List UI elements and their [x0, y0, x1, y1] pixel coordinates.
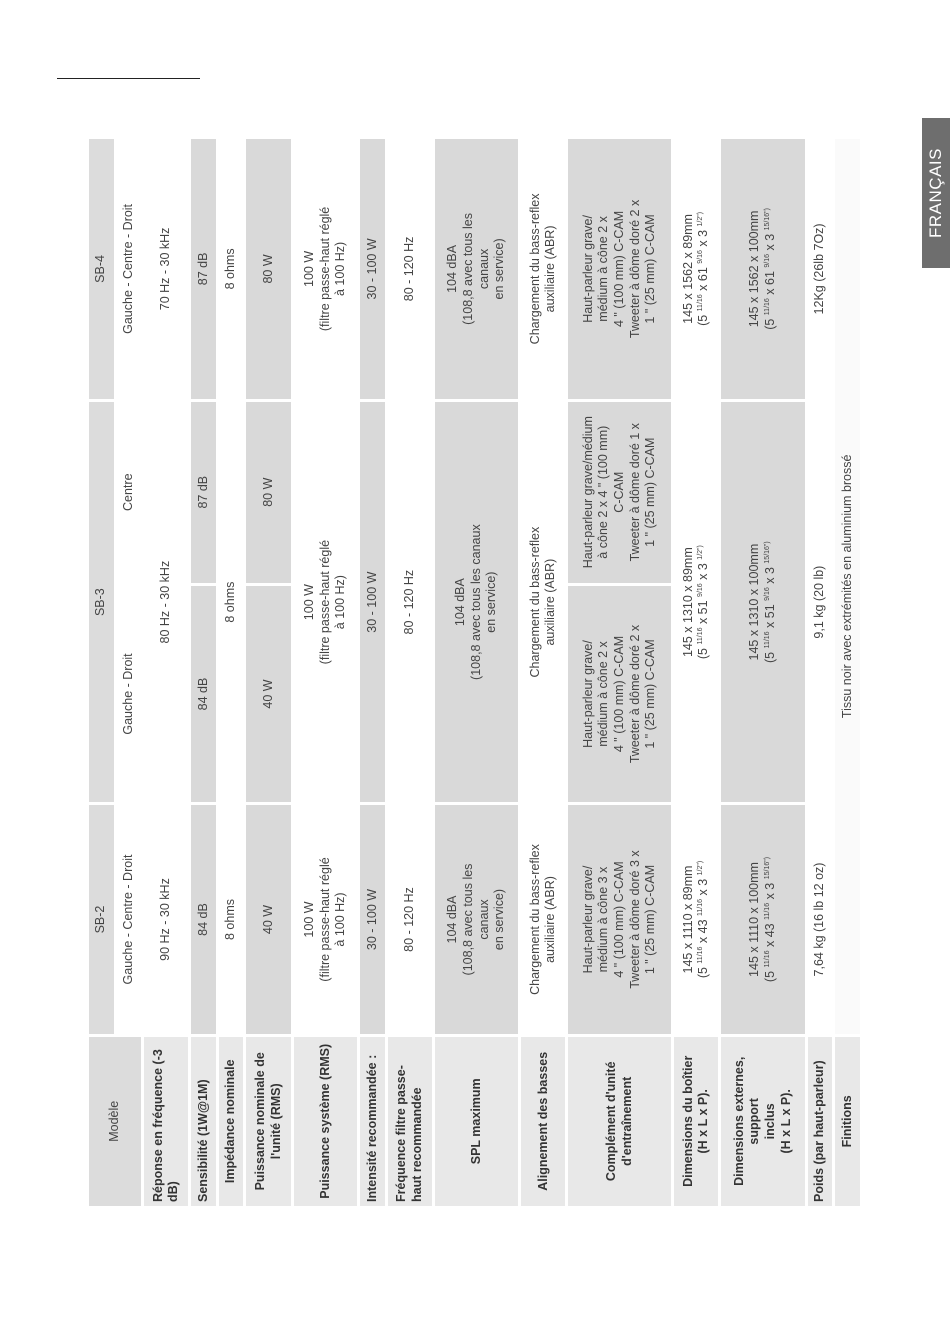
- sb3-subheader-c: Centre: [117, 402, 142, 583]
- line: (H x L x P).: [696, 1089, 711, 1154]
- sb3-cell: 30 - 100 W: [360, 402, 385, 803]
- line: Haut-parleur grave/: [580, 640, 595, 748]
- frac: 9/16: [697, 583, 705, 597]
- in: x 61: [696, 263, 711, 295]
- line: Tweeter à dôme doré 2 x: [627, 624, 642, 764]
- line: auxiliaire (ABR): [543, 876, 558, 963]
- line: (108,8 avec tous les: [461, 863, 476, 976]
- line: Chargement du bass-reflex: [527, 193, 542, 345]
- line: 4 " (100 mm) C-CAM: [612, 210, 627, 328]
- sb4-cell: [674, 139, 718, 399]
- row-label: Intensité recommandée :: [360, 1037, 385, 1206]
- line: 1 " (25 mm) C-CAM: [643, 437, 658, 547]
- line: 1 " (25 mm) C-CAM: [643, 639, 658, 749]
- row-label: [674, 1037, 718, 1206]
- line: inclus: [763, 1103, 778, 1140]
- line: d'entraînement: [619, 1076, 634, 1166]
- sb4-cell: 12Kg (26lb 7Oz): [808, 139, 833, 399]
- sb3-c-cell: [568, 402, 671, 583]
- sb2-cell: [294, 805, 358, 1033]
- sb4-header: SB-4: [89, 139, 114, 399]
- in: (5: [696, 963, 711, 979]
- sb3-cell: 9,1 kg (20 lb): [808, 402, 833, 803]
- row-highpass: [388, 139, 432, 1206]
- sb4-subheader: Gauche - Centre - Droit: [117, 139, 142, 399]
- language-tab-label: FRANÇAIS: [926, 148, 945, 238]
- sb3-cell: [674, 402, 718, 803]
- sb3-cell: [521, 402, 565, 803]
- frac: 11/16: [697, 899, 705, 916]
- line: à 100 Hz): [333, 241, 348, 297]
- sb4-cell: [521, 139, 565, 399]
- frac: 11/16: [697, 627, 705, 645]
- row-bass-alignment: [521, 139, 565, 1206]
- in: x 43: [763, 919, 778, 951]
- line: C-CAM: [612, 471, 627, 513]
- frac: 15/16"): [763, 208, 771, 231]
- line: (108,8 avec tous les canaux: [468, 524, 483, 680]
- row-impedance: [219, 139, 244, 1206]
- sb3-c-cell: 80 W: [246, 402, 290, 583]
- in: x 3: [763, 230, 778, 254]
- line: 100 W: [302, 584, 317, 621]
- row-system-power: [294, 139, 358, 1206]
- row-drivers: [568, 139, 671, 1206]
- row-label: Alignement des basses: [521, 1037, 565, 1206]
- sb2-cell: [568, 805, 671, 1033]
- line: Haut-parleur grave/: [580, 215, 595, 323]
- line: Haut-parleur grave/médium: [580, 416, 595, 569]
- sb4-cell: 70 Hz - 30 kHz: [144, 139, 188, 399]
- in: (5: [763, 315, 778, 330]
- frac: 9/16: [763, 254, 771, 268]
- sb2-cell: [721, 805, 804, 1033]
- line: canaux: [476, 899, 491, 940]
- sb2-cell: 84 dB: [191, 805, 216, 1033]
- sb3-cell: 80 - 120 Hz: [388, 402, 432, 803]
- line: 104 dBA: [445, 244, 460, 293]
- sb2-cell: 90 Hz - 30 kHz: [144, 805, 188, 1033]
- line: (filtre passe-haut réglé: [317, 539, 332, 665]
- frac: 11/16: [697, 946, 705, 964]
- line: médium à cône 2 x: [596, 216, 611, 322]
- line: en service): [492, 888, 507, 951]
- sb2-subheader: Gauche - Centre - Droit: [117, 805, 142, 1033]
- line: médium à cône 3 x: [596, 866, 611, 973]
- row-box-dimensions: [674, 139, 718, 1206]
- row-external-dimensions: [721, 139, 804, 1206]
- line: auxiliaire (ABR): [543, 558, 558, 646]
- in: x 51: [696, 596, 711, 628]
- line: médium à cône 2 x: [596, 641, 611, 747]
- line: Tweeter à dôme doré 1 x: [627, 423, 642, 562]
- line: Chargement du bass-reflex: [527, 526, 542, 678]
- in: (5: [763, 967, 778, 983]
- row-label: Finitions: [835, 1037, 860, 1206]
- sb2-cell: 30 - 100 W: [360, 805, 385, 1033]
- line: 100 W: [302, 250, 317, 287]
- row-label: Impédance nominale: [219, 1037, 244, 1206]
- sb4-cell: 80 - 120 Hz: [388, 139, 432, 399]
- line: Tweeter à dôme doré 3 x: [627, 850, 642, 989]
- line: 104 dBA: [453, 578, 468, 627]
- in: (5: [763, 648, 778, 664]
- in: (5: [696, 311, 711, 326]
- frac: 11/16: [763, 298, 771, 316]
- row-label: Sensibilité (1W@1M): [191, 1037, 216, 1206]
- mm: 145 x 1562 x 100mm: [747, 210, 762, 328]
- in: x 3: [696, 226, 711, 251]
- line: 1 " (25 mm) C-CAM: [643, 864, 658, 975]
- line: Complément d'unité: [604, 1061, 619, 1182]
- language-tab: [922, 118, 950, 268]
- sb3-cell: [721, 402, 804, 803]
- sb2-cell: 7,64 kg (16 lb 12 oz): [808, 805, 833, 1033]
- row-label: Réponse en fréquence (-3 dB): [144, 1037, 188, 1206]
- row-recommended-intensity: [360, 139, 385, 1206]
- sb4-cell: [568, 139, 671, 399]
- sb2-cell: 8 ohms: [219, 805, 244, 1033]
- sb3-lr-cell: [568, 586, 671, 803]
- line: Chargement du bass-reflex: [527, 844, 542, 995]
- header-rule: [57, 78, 200, 79]
- sb3-subheader-lr: Gauche - Droit: [117, 586, 142, 803]
- sb3-cell: [294, 402, 358, 803]
- line: Haut-parleur grave/: [580, 865, 595, 974]
- mm: 145 x 1562 x 89mm: [680, 214, 695, 324]
- line: en service): [484, 571, 499, 633]
- line: à 100 Hz): [333, 892, 348, 947]
- line: Dimensions externes, support: [731, 1056, 762, 1186]
- line: 4 " (100 mm) C-CAM: [612, 861, 627, 978]
- spec-table-wrapper: [86, 136, 863, 1209]
- line: en service): [492, 238, 507, 300]
- frac: 9/16: [763, 587, 771, 601]
- mm: 145 x 1310 x 100mm: [747, 543, 762, 661]
- in: x 3: [763, 879, 778, 903]
- sb4-cell: 30 - 100 W: [360, 139, 385, 399]
- sb2-cell: 80 - 120 Hz: [388, 805, 432, 1033]
- sb3-header: SB-3: [89, 402, 114, 803]
- in: x 43: [696, 916, 711, 947]
- sb3-lr-cell: 40 W: [246, 586, 290, 803]
- frac: 9/16: [697, 250, 705, 264]
- row-sensitivity: [191, 139, 216, 1206]
- frac: 1/2"): [697, 211, 705, 227]
- in: x 3: [696, 875, 711, 899]
- line: 100 W: [302, 901, 317, 938]
- line: (108,8 avec tous les: [461, 212, 476, 325]
- row-label: Puissance nominale de l'unité (RMS): [246, 1037, 290, 1206]
- frac: 11/16: [697, 294, 705, 312]
- row-max-spl: [435, 139, 518, 1206]
- frac: 1/2"): [697, 545, 705, 560]
- sb3-c-cell: 87 dB: [191, 402, 216, 583]
- row-label: [721, 1037, 804, 1206]
- sb4-cell: [294, 139, 358, 399]
- in: x 51: [763, 600, 778, 632]
- row-frequency-response: [144, 139, 188, 1206]
- sb3-cell: [435, 402, 518, 803]
- sb3-cell: 80 Hz - 30 kHz: [144, 402, 188, 803]
- frac: 15/16"): [763, 541, 771, 564]
- sb2-cell: [435, 805, 518, 1033]
- line: 104 dBA: [445, 895, 460, 944]
- sb2-cell: [674, 805, 718, 1033]
- row-unit-power: [246, 139, 290, 1206]
- line: 1 " (25 mm) C-CAM: [643, 214, 658, 324]
- sb2-cell: [521, 805, 565, 1033]
- row-label: Puissance système (RMS): [294, 1037, 358, 1206]
- frac: 11/16: [763, 631, 771, 649]
- sb2-header: SB-2: [89, 805, 114, 1033]
- in: x 3: [696, 559, 711, 584]
- sb4-cell: 8 ohms: [219, 139, 244, 399]
- mm: 145 x 1110 x 100mm: [747, 862, 762, 977]
- in: x 3: [763, 563, 778, 588]
- line: auxiliaire (ABR): [543, 225, 558, 313]
- sb4-cell: [435, 139, 518, 399]
- sb4-cell: 80 W: [246, 139, 290, 399]
- frac: 11/16: [763, 950, 771, 968]
- line: (filtre passe-haut réglé: [317, 857, 332, 982]
- row-weight: [808, 139, 833, 1206]
- mm: 145 x 1110 x 89mm: [680, 865, 695, 974]
- model-header: Modèle: [89, 1037, 141, 1206]
- frac: 15/16"): [763, 856, 771, 880]
- mm: 145 x 1310 x 89mm: [680, 547, 695, 658]
- spec-table: [86, 136, 863, 1209]
- line: canaux: [476, 248, 491, 290]
- row-label: Fréquence filtre passe-haut recommandée: [388, 1037, 432, 1206]
- row-finish: [835, 139, 860, 1206]
- sb4-cell: [721, 139, 804, 399]
- line: à 100 Hz): [333, 575, 348, 630]
- in: x 61: [763, 267, 778, 299]
- sb3-lr-cell: 84 dB: [191, 586, 216, 803]
- row-label: Poids (par haut-parleur): [808, 1037, 833, 1206]
- row-label: [568, 1037, 671, 1206]
- line: 4 " (100 mm) C-CAM: [612, 635, 627, 753]
- line: Tweeter à dôme doré 2 x: [627, 199, 642, 339]
- line: Dimensions du boîtier: [680, 1055, 695, 1187]
- frac: 1/2"): [697, 860, 705, 876]
- sb4-cell: 87 dB: [191, 139, 216, 399]
- in: (5: [696, 644, 711, 660]
- finish-cell: Tissu noir avec extrémités en aluminium brossé: [835, 139, 860, 1034]
- line: à cône 2 x 4 " (100 mm): [596, 425, 611, 559]
- sb2-cell: 40 W: [246, 805, 290, 1033]
- sb3-cell: 8 ohms: [219, 402, 244, 803]
- line: (H x L x P).: [778, 1089, 793, 1154]
- row-label: SPL maximum: [435, 1037, 518, 1206]
- frac: 11/16: [763, 902, 771, 920]
- line: (filtre passe-haut réglé: [317, 206, 332, 332]
